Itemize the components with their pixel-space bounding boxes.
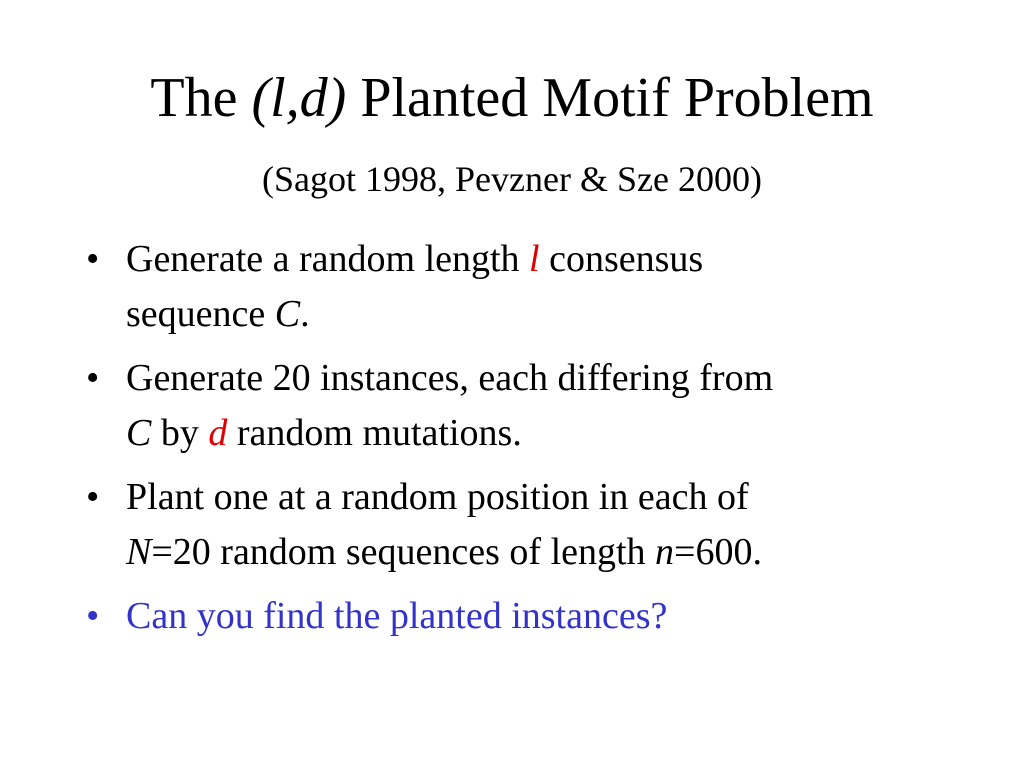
variable-n-upper: N (126, 531, 152, 573)
title-prefix: The (150, 67, 252, 129)
text-run: Generate a random length (126, 238, 530, 280)
bullet-1-line-2 (126, 287, 966, 342)
text-run: by (151, 412, 209, 454)
text-run: . (300, 293, 310, 335)
bullet-4-question: Can you find the planted instances? (126, 595, 668, 637)
text-run: =20 random sequences of length (151, 531, 656, 573)
title-italic-ld: (l,d) (251, 67, 347, 129)
variable-l: l (529, 238, 540, 280)
bullet-item-3 (86, 470, 966, 580)
variable-d: d (208, 412, 228, 454)
variable-c: C (126, 412, 152, 454)
bullet-dot: • (86, 238, 100, 280)
bullet-list (86, 232, 966, 653)
text-run: random mutations. (227, 412, 522, 454)
bullet-2-line-2 (126, 406, 966, 461)
title-suffix: Planted Motif Problem (346, 67, 874, 129)
text-run: sequence (126, 293, 275, 335)
slide-title (0, 62, 1024, 134)
slide-subtitle: (Sagot 1998, Pevzner & Sze 2000) (262, 159, 762, 199)
bullet-1-line-1 (126, 232, 966, 287)
variable-n-lower: n (655, 531, 675, 573)
text-run: consensus (539, 238, 704, 280)
bullet-item-2 (86, 351, 966, 461)
bullet-dot: • (86, 595, 100, 637)
bullet-item-4 (86, 589, 966, 644)
text-run: =600. (674, 531, 762, 573)
variable-c: C (274, 293, 301, 335)
bullet-item-1 (86, 232, 966, 342)
bullet-dot: • (86, 357, 100, 399)
bullet-dot: • (86, 476, 100, 518)
bullet-2-line-1: Generate 20 instances, each differing from (126, 357, 774, 399)
bullet-3-line-2 (126, 525, 966, 580)
bullet-3-line-1: Plant one at a random position in each of (126, 476, 749, 518)
